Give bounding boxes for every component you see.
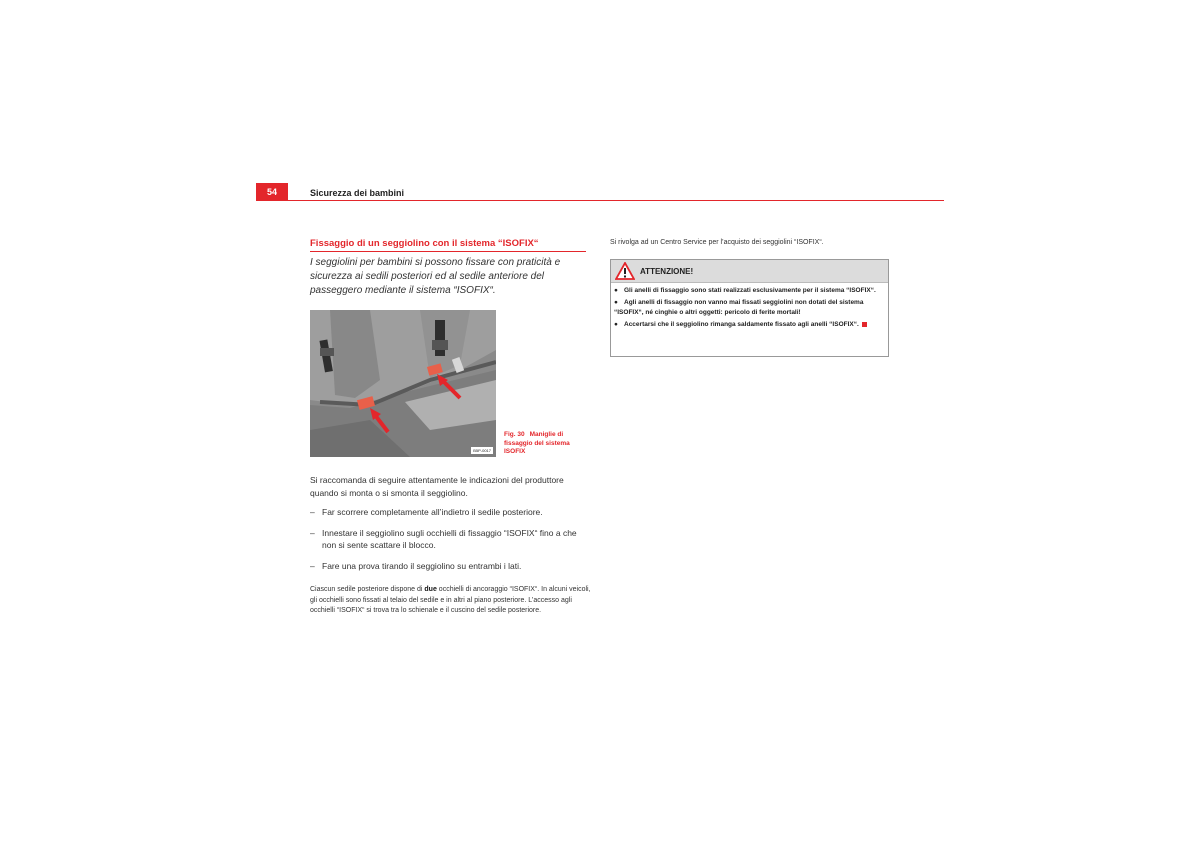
bullet: ● [614, 299, 618, 306]
section-intro: I seggiolini per bambini si possono fissare con praticità e sicurezza ai sedili posteriori ed al sedile anteriore del passeggero mediante il sistema “ISOFIX“. [310, 257, 561, 296]
steps-list [310, 506, 590, 580]
warning-header [611, 260, 888, 283]
list-item [614, 320, 884, 330]
section-divider [310, 251, 586, 252]
dash-bullet: – [310, 560, 315, 571]
chapter-title: Sicurezza dei bambini [310, 188, 405, 198]
warning-list [611, 283, 888, 330]
note-text-before: Ciascun sedile posteriore dispone di [310, 586, 425, 593]
figure-caption-label: Fig. 30 [504, 431, 525, 438]
note-text-after: occhielli di ancoraggio “ISOFIX“. In alcuni veicoli, gli occhielli sono fissati al telaio del sedile e in altri al piano posteriore. L’accesso agli occhielli “ISOFIX“ si trova tra lo schienale e il cuscino del sedile posteriore. [310, 586, 591, 614]
dash-bullet: – [310, 507, 315, 517]
warning-item-text: Agli anelli di fissaggio non vanno mai fissati seggiolini non dotati del sistema “ISOFIX“, né cinghie o altri oggetti: pericolo di ferite mortali! [614, 299, 864, 316]
warning-triangle-icon [615, 262, 635, 280]
list-item [310, 560, 590, 573]
figure-caption [504, 431, 584, 457]
dash-bullet: – [310, 527, 315, 538]
isofix-seat-illustration [310, 310, 496, 457]
page-number: 54 [256, 183, 288, 201]
note-paragraph [310, 585, 592, 617]
bullet: ● [614, 287, 618, 294]
instructions-paragraph: Si raccomanda di seguire attentamente le indicazioni del produttore quando si monta o si smonta il seggiolino. [310, 475, 564, 498]
list-item [310, 527, 590, 552]
warning-title: ATTENZIONE! [640, 266, 694, 276]
step-text: Far scorrere completamente all’indietro il sedile posteriore. [322, 507, 543, 517]
list-item [614, 298, 884, 318]
bullet: ● [614, 321, 618, 328]
figure-code: B5P-0017 [473, 448, 491, 453]
section-title: Fissaggio di un seggiolino con il sistema “ISOFIX“ [310, 238, 539, 249]
note-emphasis: due [424, 586, 437, 593]
header-divider [256, 200, 944, 201]
service-text: Si rivolga ad un Centro Service per l’acquisto dei seggiolini “ISOFIX“. [610, 239, 824, 246]
list-item [310, 506, 590, 519]
step-text: Fare una prova tirando il seggiolino su entrambi i lati. [322, 560, 522, 571]
warning-item-text: Gli anelli di fissaggio sono stati realizzati esclusivamente per il sistema “ISOFIX“. [624, 287, 876, 294]
red-square-icon [862, 322, 867, 327]
isofix-figure [310, 310, 496, 457]
warning-box [610, 259, 889, 357]
warning-item-text: Accertarsi che il seggiolino rimanga saldamente fissato agli anelli “ISOFIX“. [624, 321, 859, 328]
figure-caption-text: Maniglie di fissaggio del sistema ISOFIX [504, 431, 570, 455]
list-item [614, 286, 884, 296]
step-text: Innestare il seggiolino sugli occhielli di fissaggio “ISOFIX“ fino a che non si sente scattare il blocco. [322, 527, 577, 550]
